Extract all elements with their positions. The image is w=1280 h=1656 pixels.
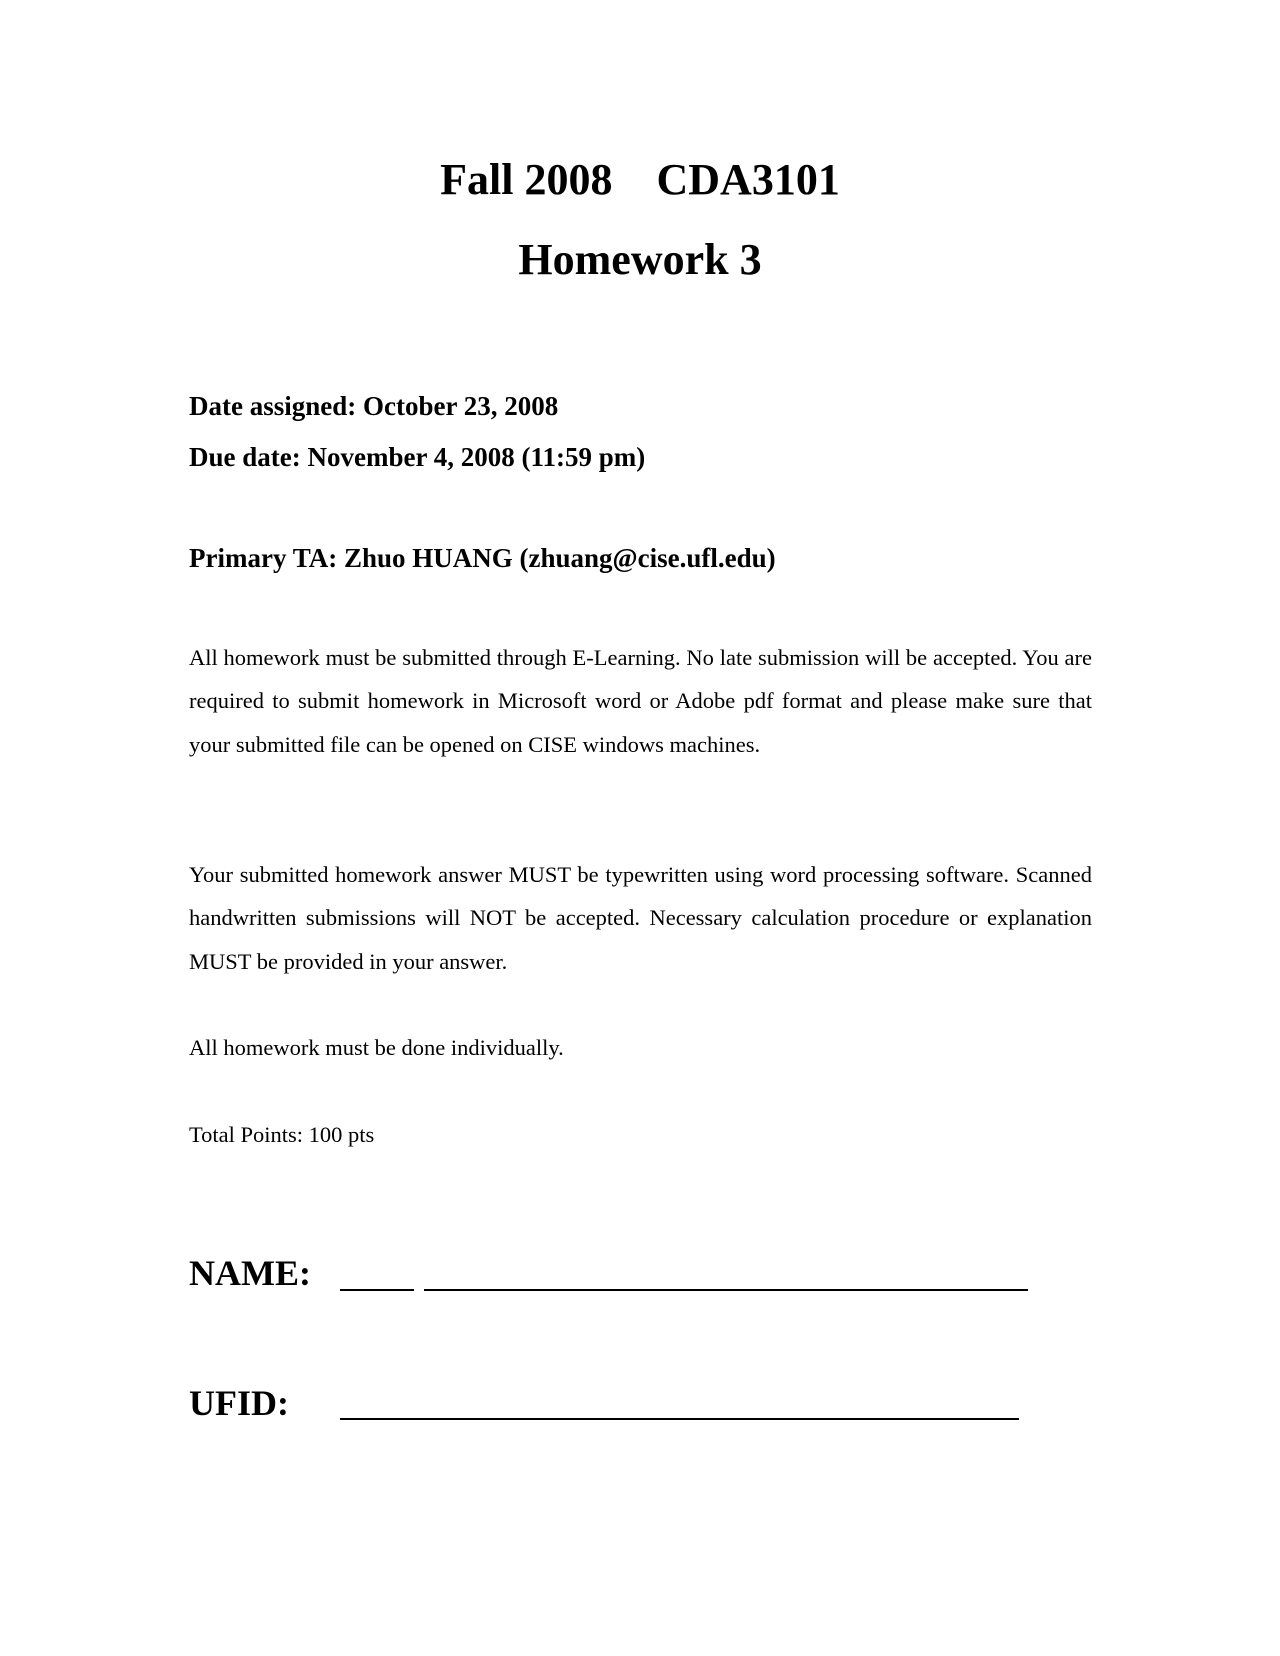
ufid-blank <box>340 1418 1019 1420</box>
ufid-label: UFID: <box>189 1383 289 1423</box>
individual-work-note: All homework must be done individually. <box>189 1035 564 1060</box>
assignment-title: Homework 3 <box>518 235 762 284</box>
due-date: Due date: November 4, 2008 (11:59 pm) <box>189 442 646 472</box>
date-assigned: Date assigned: October 23, 2008 <box>189 391 559 421</box>
name-blank <box>424 1289 1028 1291</box>
submission-instructions: All homework must be submitted through E-Learning. No late submission will be accepted. You are required to submit homework in Microsoft word or Adobe pdf format and please make sure that your submitted file can be opened on CISE windows machines. <box>189 645 1092 757</box>
primary-ta: Primary TA: Zhuo HUANG (zhuang@cise.ufl.edu) <box>189 543 776 573</box>
name-blank-short <box>340 1289 414 1291</box>
course-title: Fall 2008 CDA3101 <box>440 155 840 204</box>
name-label: NAME: <box>189 1253 311 1293</box>
format-instructions: Your submitted homework answer MUST be typewritten using word processing software. Scanned handwritten submissions will NOT be accepted. Necessary calculation procedure or explanation MUST be provided in your answer. <box>189 862 1092 974</box>
total-points: Total Points: 100 pts <box>189 1122 375 1147</box>
